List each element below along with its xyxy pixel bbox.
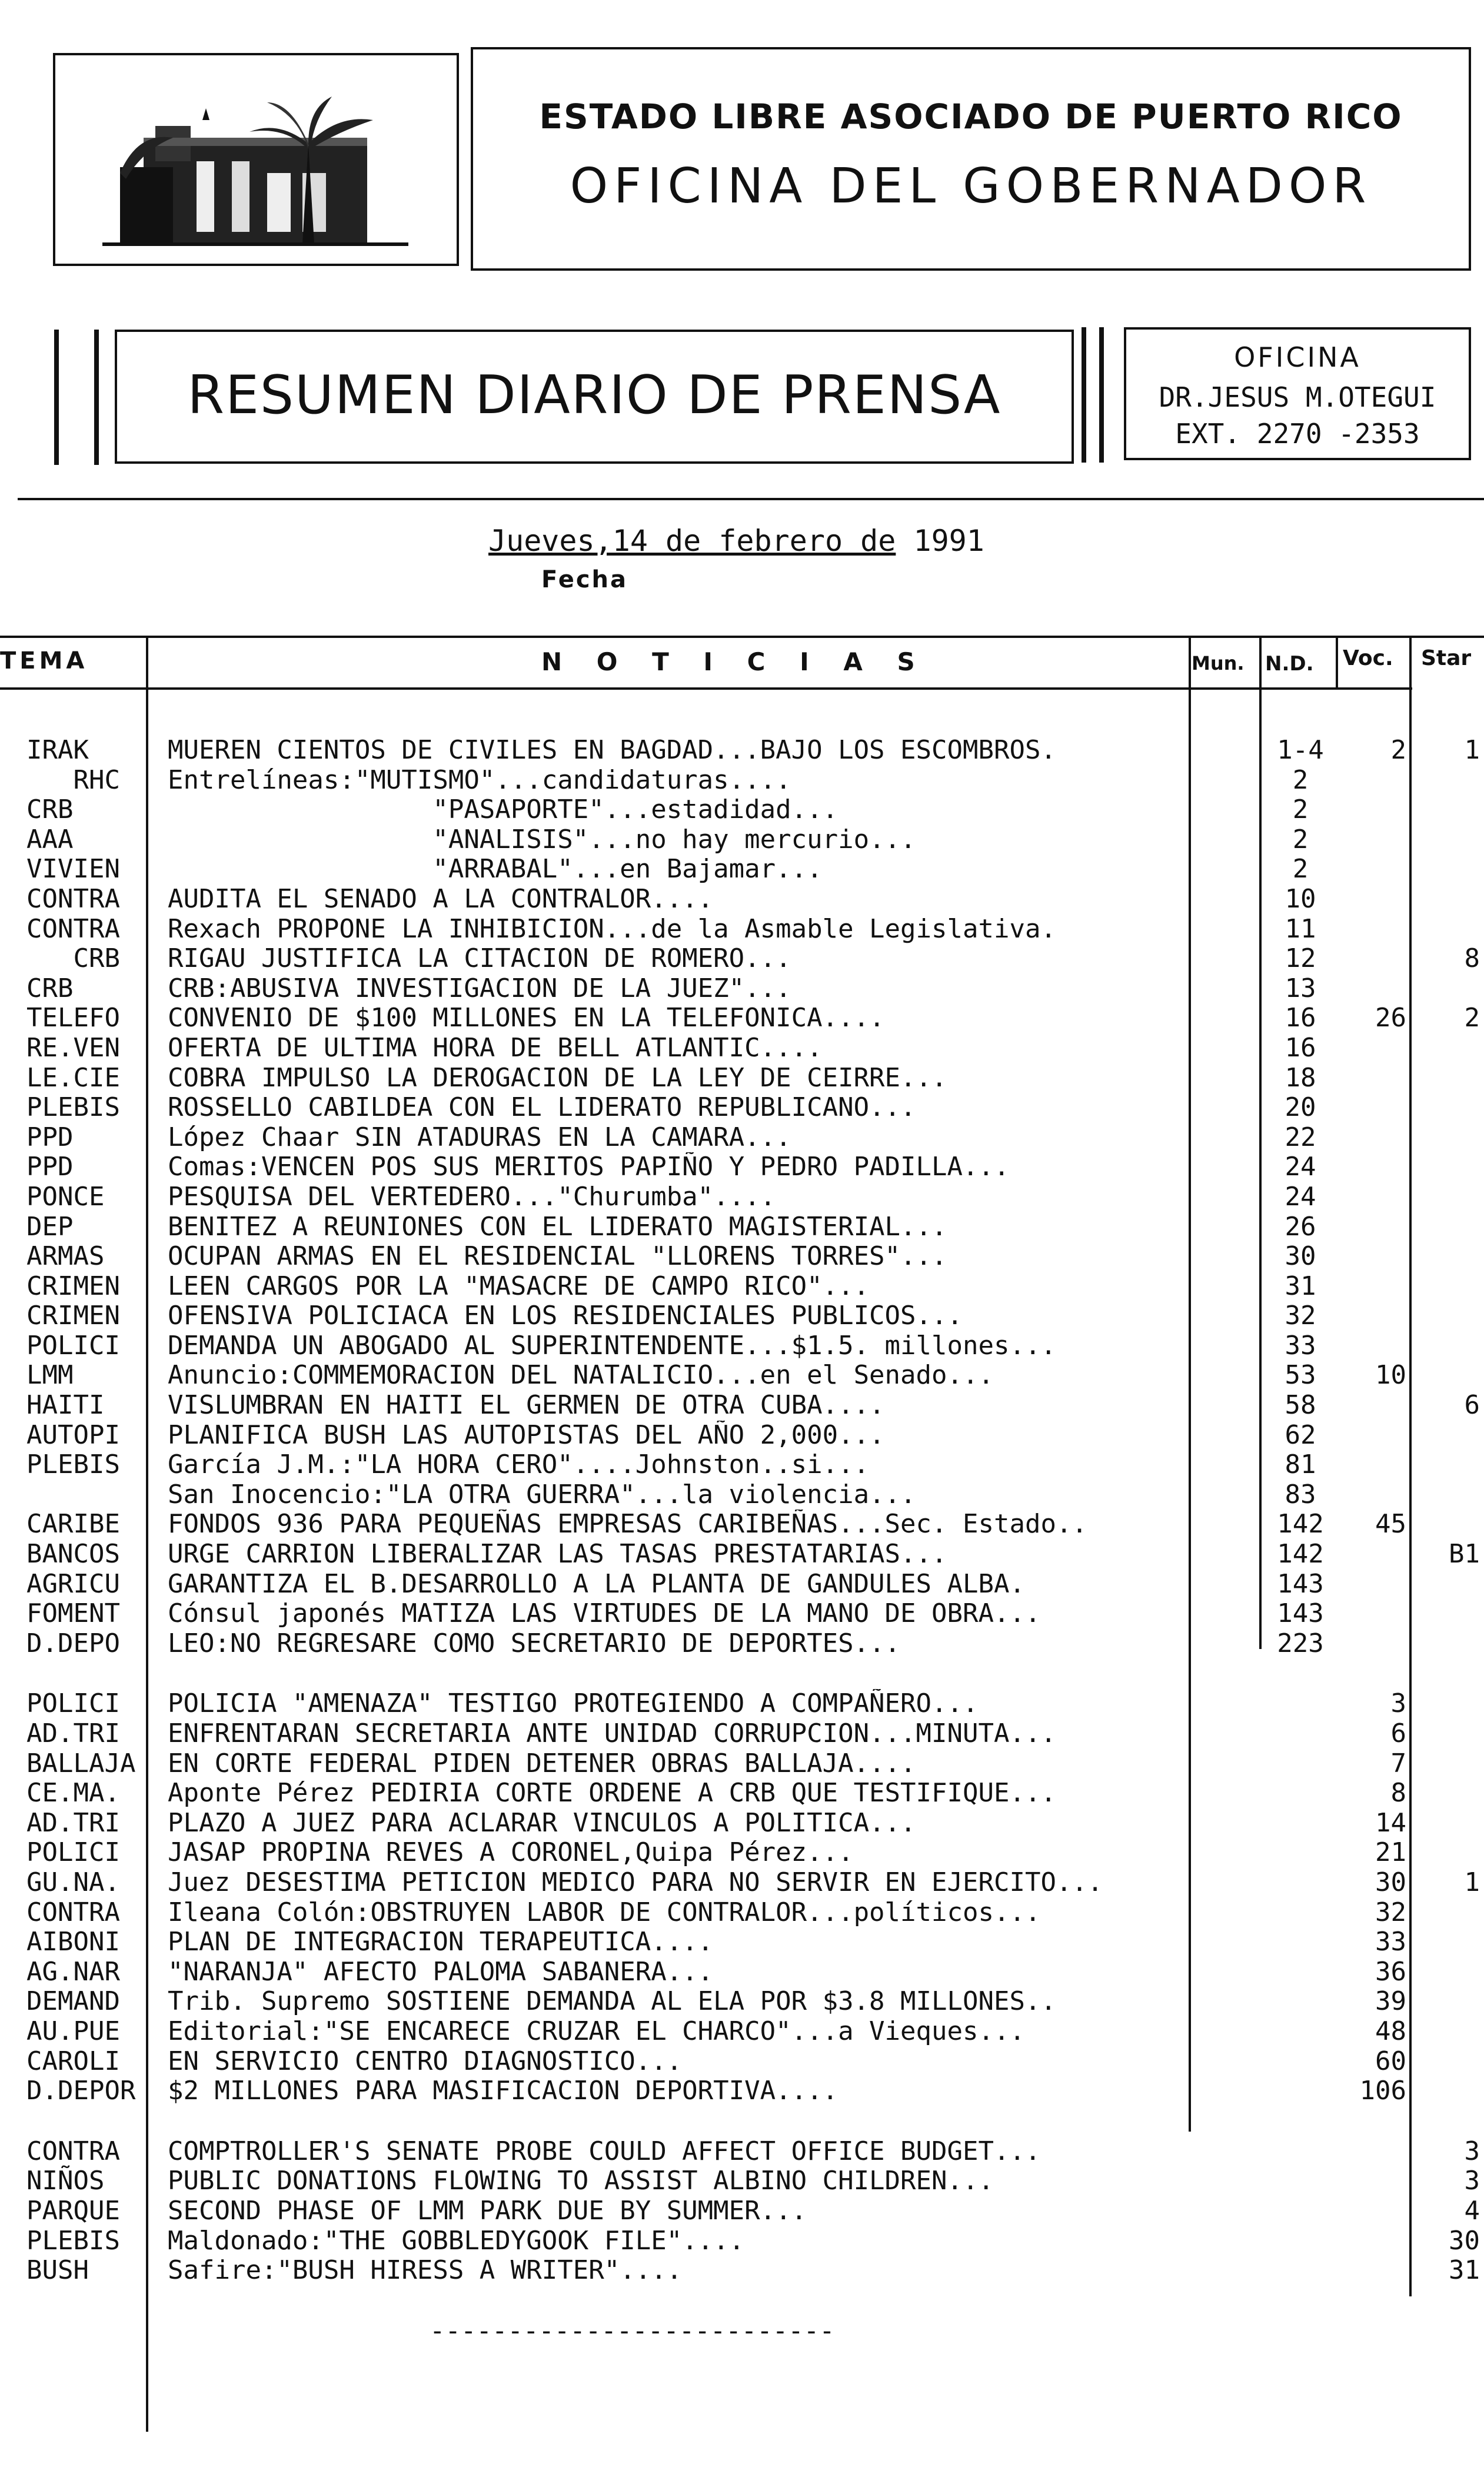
- row-tema: CE.MA.: [26, 1778, 120, 1809]
- row-headline: "PASAPORTE"...estadidad...: [168, 795, 839, 825]
- table-row: [0, 1003, 1484, 1033]
- row-star-page: 1: [1464, 1867, 1480, 1897]
- row-headline: VISLUMBRAN EN HAITI EL GERMEN DE OTRA CUBA....: [168, 1391, 885, 1421]
- row-tema: VIVIEN: [26, 854, 120, 885]
- table-row: [0, 885, 1484, 915]
- row-headline: Safire:"BUSH HIRESS A WRITER"....: [168, 2256, 683, 2286]
- row-tema: AU.PUE: [26, 2016, 120, 2046]
- table-row: [0, 766, 1484, 796]
- table-row: [0, 1629, 1484, 1659]
- row-nd-page: 62: [1285, 1419, 1316, 1450]
- row-tema: PPD: [26, 1122, 74, 1152]
- row-headline: DEMANDA UN ABOGADO AL SUPERINTENDENTE...$1.5. millones...: [168, 1331, 1056, 1361]
- table-row: [0, 1927, 1484, 1957]
- row-voc-page: 10: [1375, 1360, 1406, 1391]
- row-headline: Ileana Colón:OBSTRUYEN LABOR DE CONTRALOR...políticos...: [168, 1897, 1041, 1927]
- row-headline: "ARRABAL"...en Bajamar...: [168, 855, 823, 885]
- column-header-mun: Mun.: [1192, 652, 1245, 674]
- row-voc-page: 8: [1390, 1778, 1406, 1809]
- row-tema: CAROLI: [26, 2046, 120, 2076]
- table-row: [0, 2047, 1484, 2077]
- row-tema: CARIBE: [26, 1509, 120, 1540]
- row-nd-page: 26: [1285, 1211, 1316, 1242]
- table-row: [0, 1987, 1484, 2017]
- table-row: [0, 1033, 1484, 1063]
- row-headline: Juez DESESTIMA PETICION MEDICO PARA NO SERVIR EN EJERCITO...: [168, 1867, 1103, 1897]
- table-row: [0, 1778, 1484, 1809]
- row-headline: FONDOS 936 PARA PEQUEÑAS EMPRESAS CARIBEÑAS...Sec. Estado..: [168, 1510, 1087, 1540]
- table-row: [0, 1152, 1484, 1182]
- row-nd-page: 16: [1285, 1003, 1316, 1033]
- table-row: [0, 1599, 1484, 1629]
- row-headline: CONVENIO DE $100 MILLONES EN LA TELEFONICA....: [168, 1003, 885, 1033]
- table-row: [0, 1658, 1484, 1689]
- column-header-nd: N.D.: [1265, 652, 1314, 676]
- row-headline: LEO:NO REGRESARE COMO SECRETARIO DE DEPORTES...: [168, 1628, 901, 1658]
- table-row: [0, 1331, 1484, 1361]
- row-headline: Rexach PROPONE LA INHIBICION...de la Asmable Legislativa.: [168, 914, 1056, 944]
- row-tema: CRB: [26, 794, 74, 825]
- row-tema: BALLAJA: [26, 1748, 136, 1778]
- table-row: [0, 1063, 1484, 1093]
- row-tema: AG.NAR: [26, 1956, 120, 1987]
- row-tema: PARQUE: [26, 2195, 120, 2226]
- row-tema: LE.CIE: [26, 1062, 120, 1093]
- row-star-page: 8: [1464, 943, 1480, 974]
- date-line: [488, 524, 984, 558]
- row-tema: CONTRA: [26, 2136, 120, 2166]
- row-nd-page: 2: [1292, 854, 1309, 885]
- row-nd-page: 24: [1285, 1152, 1316, 1182]
- row-nd-page: 2: [1292, 824, 1309, 855]
- column-divider-voc: [1336, 637, 1338, 689]
- row-headline: GARANTIZA EL B.DESARROLLO A LA PLANTA DE GANDULES ALBA.: [168, 1569, 1025, 1599]
- row-voc-page: 2: [1390, 735, 1406, 765]
- table-row: [0, 1510, 1484, 1540]
- row-star-page: 3: [1464, 2166, 1480, 2196]
- date-year: 1991: [896, 524, 984, 558]
- table-row: [0, 1450, 1484, 1480]
- row-nd-page: 16: [1285, 1032, 1316, 1063]
- row-headline: Cónsul japonés MATIZA LAS VIRTUDES DE LA MANO DE OBRA...: [168, 1599, 1041, 1629]
- row-headline: EN SERVICIO CENTRO DIAGNOSTICO...: [168, 2046, 683, 2076]
- row-tema: BUSH: [26, 2255, 89, 2286]
- row-tema: PLEBIS: [26, 1450, 120, 1480]
- row-nd-page: 223: [1277, 1628, 1324, 1658]
- row-headline: Aponte Pérez PEDIRIA CORTE ORDENE A CRB QUE TESTIFIQUE...: [168, 1778, 1056, 1809]
- row-tema: TELEFO: [26, 1003, 120, 1033]
- row-tema: AIBONI: [26, 1927, 120, 1957]
- table-row: [0, 1540, 1484, 1570]
- row-tema: BANCOS: [26, 1539, 120, 1570]
- row-tema: CONTRA: [26, 1897, 120, 1927]
- row-voc-page: 48: [1375, 2016, 1406, 2046]
- row-voc-page: 39: [1375, 1986, 1406, 2017]
- table-row: [0, 1749, 1484, 1779]
- row-voc-page: 32: [1375, 1897, 1406, 1927]
- row-voc-page: 36: [1375, 1956, 1406, 1987]
- row-tema: CRB: [26, 943, 120, 974]
- row-nd-page: 2: [1292, 794, 1309, 825]
- row-tema: NIÑOS: [26, 2166, 105, 2196]
- table-header-bottom-rule: [0, 687, 1412, 690]
- row-tema: DEMAND: [26, 1986, 120, 2017]
- table-row: [0, 1838, 1484, 1868]
- table-row: [0, 736, 1484, 766]
- table-row: [0, 944, 1484, 974]
- row-tema: AAA: [26, 824, 74, 855]
- row-tema: AD.TRI: [26, 1807, 120, 1838]
- row-nd-page: 18: [1285, 1062, 1316, 1093]
- row-headline: AUDITA EL SENADO A LA CONTRALOR....: [168, 884, 714, 914]
- row-headline: Trib. Supremo SOSTIENE DEMANDA AL ELA POR $3.8 MILLONES..: [168, 1987, 1056, 2017]
- row-headline: Maldonado:"THE GOBBLEDYGOOK FILE"....: [168, 2226, 745, 2256]
- row-headline: JASAP PROPINA REVES A CORONEL,Quipa Pérez...: [168, 1838, 854, 1868]
- banner-title-box: [115, 330, 1074, 464]
- table-row: [0, 1123, 1484, 1153]
- banner-right-bar-2: [1099, 327, 1104, 463]
- row-voc-page: 7: [1390, 1748, 1406, 1778]
- building-logo-image: [55, 55, 457, 264]
- column-header-star: Star: [1421, 646, 1472, 670]
- row-nd-page: 22: [1285, 1122, 1316, 1152]
- table-row: [0, 1182, 1484, 1212]
- office-name: DR.JESUS M.OTEGUI: [1159, 381, 1436, 413]
- table-row: [0, 1570, 1484, 1600]
- row-voc-page: 45: [1375, 1509, 1406, 1540]
- row-nd-page: 10: [1285, 883, 1316, 914]
- row-tema: AD.TRI: [26, 1718, 120, 1748]
- row-tema: ARMAS: [26, 1241, 105, 1272]
- row-headline: COBRA IMPULSO LA DEROGACION DE LA LEY DE CEIRRE...: [168, 1063, 947, 1093]
- row-headline: San Inocencio:"LA OTRA GUERRA"...la violencia...: [168, 1480, 916, 1510]
- row-tema: PPD: [26, 1152, 74, 1182]
- row-headline: Editorial:"SE ENCARECE CRUZAR EL CHARCO"...a Vieques...: [168, 2016, 1025, 2046]
- office-label: OFICINA: [1234, 341, 1361, 373]
- footer-dashes: --------------------------: [430, 2316, 835, 2346]
- office-box: [1124, 327, 1471, 460]
- row-voc-page: 30: [1375, 1867, 1406, 1897]
- row-tema: FOMENT: [26, 1598, 120, 1629]
- table-row: [0, 1480, 1484, 1510]
- row-headline: "NARANJA" AFECTO PALOMA SABANERA...: [168, 1957, 714, 1987]
- row-headline: RIGAU JUSTIFICA LA CITACION DE ROMERO...: [168, 944, 791, 974]
- row-headline: PLAZO A JUEZ PARA ACLARAR VINCULOS A POLITICA...: [168, 1808, 916, 1838]
- row-star-page: 3: [1464, 2136, 1480, 2166]
- table-row: [0, 855, 1484, 885]
- date-label: Fecha: [541, 566, 628, 593]
- row-headline: URGE CARRION LIBERALIZAR LAS TASAS PRESTATARIAS...: [168, 1540, 947, 1570]
- row-tema: HAITI: [26, 1390, 105, 1421]
- table-row: [0, 2166, 1484, 2196]
- row-nd-page: 33: [1285, 1330, 1316, 1361]
- row-nd-page: 142: [1277, 1509, 1324, 1540]
- row-nd-page: 83: [1285, 1479, 1316, 1510]
- row-voc-page: 3: [1390, 1688, 1406, 1719]
- row-headline: SECOND PHASE OF LMM PARK DUE BY SUMMER...: [168, 2196, 807, 2226]
- table-row: [0, 2196, 1484, 2226]
- row-star-page: 31: [1449, 2255, 1480, 2286]
- table-row: [0, 1391, 1484, 1421]
- row-tema: IRAK: [26, 735, 89, 765]
- row-tema: PLEBIS: [26, 1092, 120, 1123]
- table-row: [0, 1689, 1484, 1719]
- row-tema: GU.NA.: [26, 1867, 120, 1897]
- column-header-noticias: N O T I C I A S: [541, 647, 928, 676]
- table-row: [0, 2076, 1484, 2106]
- row-tema: AUTOPI: [26, 1419, 120, 1450]
- table-row: [0, 1272, 1484, 1302]
- row-voc-page: 33: [1375, 1927, 1406, 1957]
- row-nd-page: 2: [1292, 764, 1309, 795]
- banner-left-bar-2: [94, 330, 99, 465]
- row-headline: CRB:ABUSIVA INVESTIGACION DE LA JUEZ"...: [168, 973, 791, 1003]
- table-row: [0, 1719, 1484, 1749]
- row-nd-page: 11: [1285, 913, 1316, 944]
- row-headline: LEEN CARGOS POR LA "MASACRE DE CAMPO RICO"...: [168, 1271, 870, 1301]
- row-star-page: 30: [1449, 2225, 1480, 2256]
- row-tema: CONTRA: [26, 913, 120, 944]
- row-headline: PLANIFICA BUSH LAS AUTOPISTAS DEL AÑO 2,000...: [168, 1420, 885, 1450]
- banner-left-bar-1: [54, 330, 59, 465]
- table-row: [0, 1242, 1484, 1272]
- table-row: [0, 1212, 1484, 1242]
- banner-divider: [18, 498, 1484, 500]
- row-tema: RE.VEN: [26, 1032, 120, 1063]
- column-header-tema: TEMA: [0, 647, 88, 674]
- table-row: [0, 1093, 1484, 1123]
- row-headline: $2 MILLONES PARA MASIFICACION DEPORTIVA....: [168, 2076, 839, 2106]
- row-voc-page: 60: [1375, 2046, 1406, 2076]
- row-star-page: 2: [1464, 1003, 1480, 1033]
- row-nd-page: 143: [1277, 1568, 1324, 1599]
- row-nd-page: 53: [1285, 1360, 1316, 1391]
- row-headline: EN CORTE FEDERAL PIDEN DETENER OBRAS BALLAJA....: [168, 1748, 916, 1778]
- table-row: [0, 1301, 1484, 1331]
- row-headline: COMPTROLLER'S SENATE PROBE COULD AFFECT OFFICE BUDGET...: [168, 2136, 1041, 2166]
- row-star-page: 1: [1464, 735, 1480, 765]
- row-tema: PONCE: [26, 1181, 105, 1212]
- row-nd-page: 20: [1285, 1092, 1316, 1123]
- row-nd-page: 24: [1285, 1181, 1316, 1212]
- row-headline: PUBLIC DONATIONS FLOWING TO ASSIST ALBINO CHILDREN...: [168, 2166, 994, 2196]
- row-headline: Comas:VENCEN POS SUS MERITOS PAPIÑO Y PEDRO PADILLA...: [168, 1152, 1010, 1182]
- row-tema: D.DEPO: [26, 1628, 120, 1658]
- column-header-voc: Voc.: [1343, 646, 1393, 670]
- table-row: [0, 1957, 1484, 1987]
- row-headline: ROSSELLO CABILDEA CON EL LIDERATO REPUBLICANO...: [168, 1093, 916, 1123]
- table-row: [0, 1898, 1484, 1928]
- table-row: [0, 2017, 1484, 2047]
- row-headline: BENITEZ A REUNIONES CON EL LIDERATO MAGISTERIAL...: [168, 1212, 947, 1242]
- row-headline: MUEREN CIENTOS DE CIVILES EN BAGDAD...BAJO LOS ESCOMBROS.: [168, 736, 1056, 765]
- table-row: [0, 1809, 1484, 1839]
- table-row: [0, 1361, 1484, 1391]
- row-headline: García J.M.:"LA HORA CERO"....Johnston..si...: [168, 1450, 870, 1480]
- header-line-1: ESTADO LIBRE ASOCIADO DE PUERTO RICO: [539, 97, 1403, 137]
- row-tema: RHC: [26, 764, 120, 795]
- row-voc-page: 21: [1375, 1837, 1406, 1868]
- row-nd-page: 32: [1285, 1301, 1316, 1331]
- date-text: Jueves,14 de febrero de: [488, 524, 896, 558]
- banner-title: RESUMEN DIARIO DE PRENSA: [187, 364, 1001, 426]
- news-table: [0, 736, 1484, 2286]
- table-row: [0, 974, 1484, 1004]
- table-row: [0, 915, 1484, 945]
- table-row: [0, 2256, 1484, 2286]
- row-headline: POLICIA "AMENAZA" TESTIGO PROTEGIENDO A COMPAÑERO...: [168, 1689, 979, 1719]
- row-headline: OCUPAN ARMAS EN EL RESIDENCIAL "LLORENS TORRES"...: [168, 1242, 947, 1272]
- row-tema: POLICI: [26, 1688, 120, 1719]
- row-headline: OFERTA DE ULTIMA HORA DE BELL ATLANTIC....: [168, 1033, 823, 1063]
- row-tema: PLEBIS: [26, 2225, 120, 2256]
- row-tema: CRB: [26, 973, 74, 1003]
- row-tema: POLICI: [26, 1837, 120, 1868]
- table-row: [0, 2106, 1484, 2137]
- table-row: [0, 2137, 1484, 2167]
- row-voc-page: 14: [1375, 1807, 1406, 1838]
- row-nd-page: 1-4: [1277, 735, 1324, 765]
- row-star-page: B1: [1449, 1539, 1480, 1570]
- row-headline: ENFRENTARAN SECRETARIA ANTE UNIDAD CORRUPCION...MINUTA...: [168, 1719, 1056, 1748]
- row-nd-page: 30: [1285, 1241, 1316, 1272]
- table-row: [0, 825, 1484, 855]
- row-nd-page: 13: [1285, 973, 1316, 1003]
- row-voc-page: 6: [1390, 1718, 1406, 1748]
- row-tema: CONTRA: [26, 883, 120, 914]
- row-tema: POLICI: [26, 1330, 120, 1361]
- row-headline: Entrelíneas:"MUTISMO"...candidaturas....: [168, 765, 791, 795]
- header-title-box: [471, 47, 1471, 271]
- row-nd-page: 143: [1277, 1598, 1324, 1629]
- row-headline: PLAN DE INTEGRACION TERAPEUTICA....: [168, 1927, 714, 1957]
- table-row: [0, 2226, 1484, 2256]
- banner-right-bar-1: [1082, 327, 1086, 463]
- row-nd-page: 142: [1277, 1539, 1324, 1570]
- row-headline: López Chaar SIN ATADURAS EN LA CAMARA...: [168, 1122, 791, 1152]
- logo-box: [53, 53, 459, 266]
- table-row: [0, 795, 1484, 825]
- row-nd-page: 58: [1285, 1390, 1316, 1421]
- table-row: [0, 1421, 1484, 1451]
- row-headline: PESQUISA DEL VERTEDERO..."Churumba"....: [168, 1182, 776, 1212]
- row-tema: DEP: [26, 1211, 74, 1242]
- row-headline: OFENSIVA POLICIACA EN LOS RESIDENCIALES PUBLICOS...: [168, 1301, 963, 1331]
- row-headline: Anuncio:COMMEMORACION DEL NATALICIO...en el Senado...: [168, 1361, 994, 1391]
- office-extension: EXT. 2270 -2353: [1175, 418, 1420, 450]
- row-voc-page: 26: [1375, 1003, 1406, 1033]
- row-star-page: 4: [1464, 2195, 1480, 2226]
- row-tema: CRIMEN: [26, 1271, 120, 1301]
- row-star-page: 6: [1464, 1390, 1480, 1421]
- row-nd-page: 31: [1285, 1271, 1316, 1301]
- table-row: [0, 1868, 1484, 1898]
- row-nd-page: 12: [1285, 943, 1316, 974]
- row-tema: LMM: [26, 1360, 74, 1391]
- header-line-2: OFICINA DEL GOBERNADOR: [570, 158, 1372, 214]
- row-tema: CRIMEN: [26, 1301, 120, 1331]
- row-tema: D.DEPOR: [26, 2076, 136, 2106]
- row-voc-page: 106: [1359, 2076, 1406, 2106]
- row-headline: "ANALISIS"...no hay mercurio...: [168, 825, 916, 855]
- row-tema: AGRICU: [26, 1568, 120, 1599]
- row-nd-page: 81: [1285, 1450, 1316, 1480]
